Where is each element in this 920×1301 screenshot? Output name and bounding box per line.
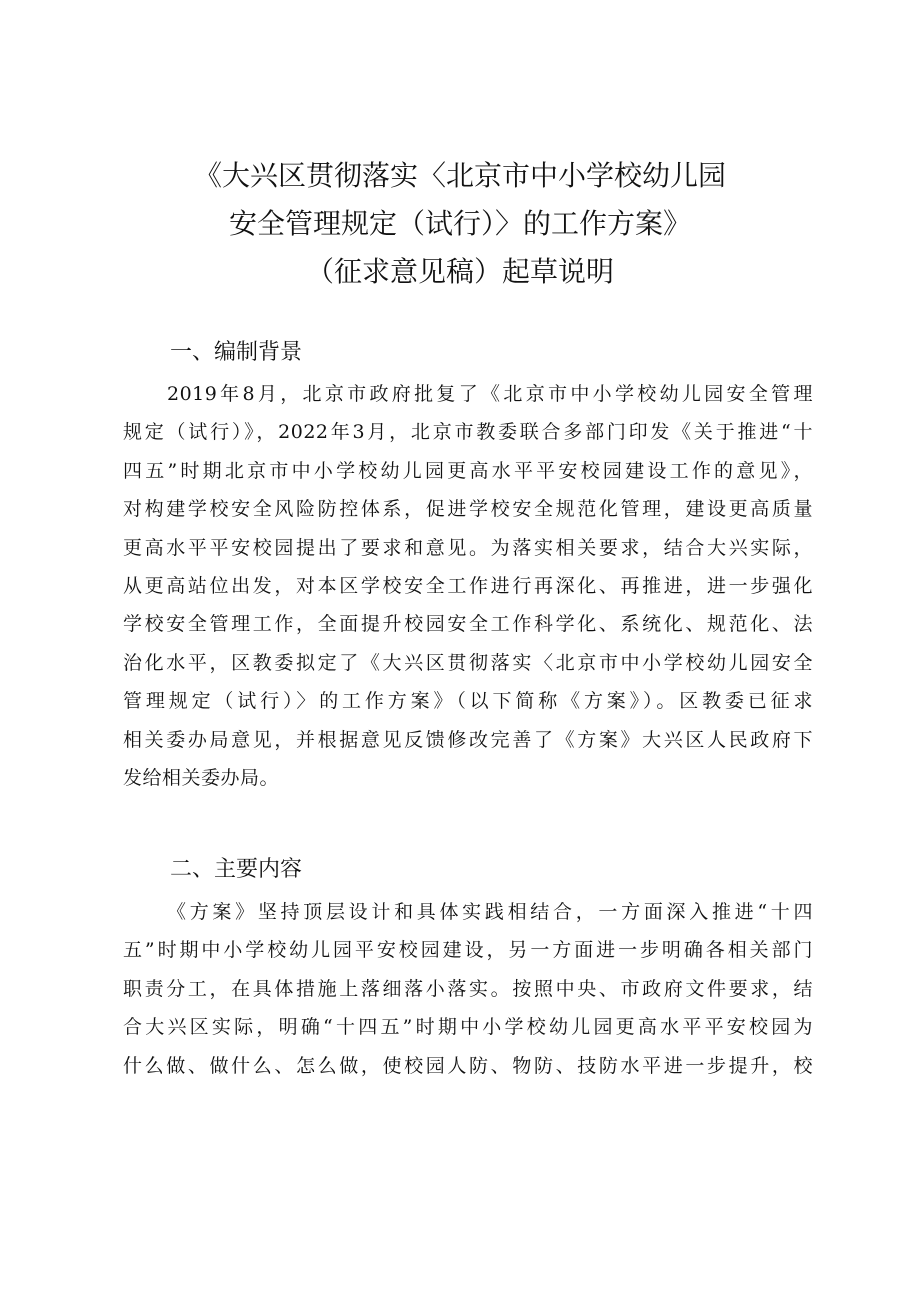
- text-line: 管理规定（试行）〉的工作方案》（以下简称《方案》）。区教委已征求: [123, 690, 813, 713]
- text-line: 五”时期中小学校幼儿园平安校园建设，另一方面进一步明确各相关部门: [123, 939, 813, 962]
- text-line: 相关委办局意见，并根据意见反馈修改完善了《方案》大兴区人民政府下: [123, 728, 813, 751]
- paragraph-content: [123, 893, 813, 1085]
- text-line: 学校安全管理工作，全面提升校园安全工作科学化、系统化、规范化、法: [123, 613, 813, 636]
- text-line: 职责分工，在具体措施上落细落小落实。按照中央、市政府文件要求，结: [123, 977, 813, 1000]
- text-line: 2019年8月，北京市政府批复了《北京市中小学校幼儿园安全管理: [167, 383, 813, 405]
- text-line: 《方案》坚持顶层设计和具体实践相结合，一方面深入推进“十四: [167, 901, 813, 923]
- paragraph-background: [123, 375, 813, 797]
- section-heading-background: 一、编制背景: [170, 340, 303, 365]
- text-line: 四五”时期北京市中小学校幼儿园更高水平平安校园建设工作的意见》，: [123, 459, 813, 482]
- title-line: 《大兴区贯彻落实〈北京市中小学校幼儿园: [193, 159, 726, 192]
- text-line: 规定（试行）》，2022年3月，北京市教委联合多部门印发《关于推进“十: [123, 421, 813, 444]
- text-line: 更高水平平安校园提出了要求和意见。为落实相关要求，结合大兴实际，: [123, 536, 813, 559]
- text-line: 治化水平，区教委拟定了《大兴区贯彻落实〈北京市中小学校幼儿园安全: [123, 651, 813, 674]
- text-line: 合大兴区实际，明确“十四五”时期中小学校幼儿园更高水平平安校园为: [123, 1016, 813, 1039]
- text-line: 什么做、做什么、怎么做，使校园人防、物防、技防水平进一步提升，校: [123, 1054, 813, 1077]
- text-line: 从更高站位出发，对本区学校安全工作进行再深化、再推进，进一步强化: [123, 574, 813, 597]
- document-title: [90, 152, 830, 296]
- text-line: 发给相关委办局。: [123, 766, 280, 789]
- text-line: 对构建学校安全风险防控体系，促进学校安全规范化管理，建设更高质量: [123, 498, 813, 521]
- title-line: 安全管理规定（试行）〉的工作方案》: [228, 207, 691, 240]
- title-line: （征求意见稿）起草说明: [305, 255, 614, 288]
- section-heading-content: 二、主要内容: [170, 857, 303, 882]
